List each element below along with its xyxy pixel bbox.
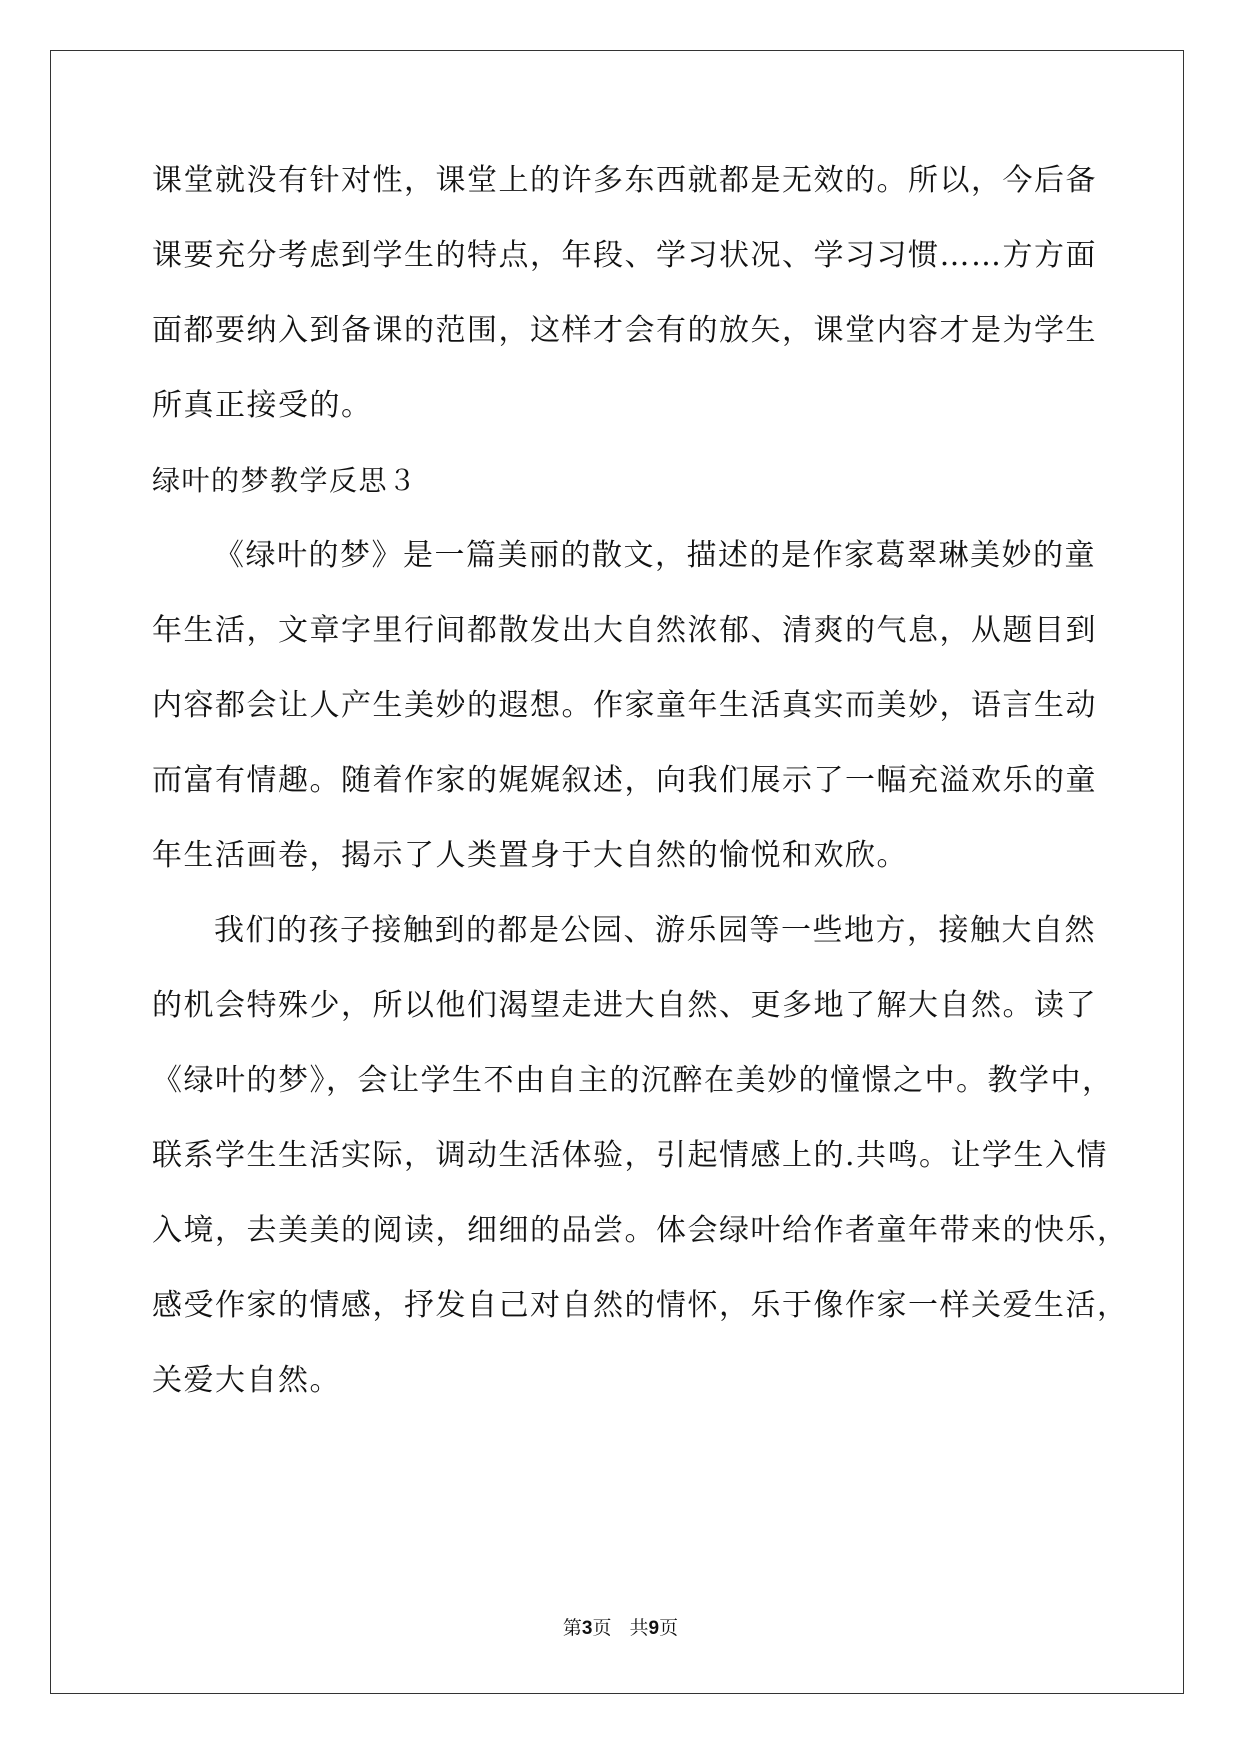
paragraph-1-line: 而富有情趣。随着作家的娓娓叙述，向我们展示了一幅充溢欢乐的童 — [152, 763, 1097, 798]
section-heading: 绿叶的梦教学反思３ — [152, 464, 418, 497]
total-prefix: 共 — [629, 1617, 649, 1639]
page-suffix: 页 — [592, 1617, 612, 1639]
page-current: 3 — [581, 1618, 593, 1639]
paragraph-1-line: 年生活，文章字里行间都散发出大自然浓郁、清爽的气息，从题目到 — [152, 613, 1097, 648]
total-suffix: 页 — [659, 1617, 679, 1639]
body-line: 所真正接受的。 — [152, 388, 373, 423]
page-prefix: 第 — [562, 1617, 582, 1639]
page-footer — [0, 1616, 1241, 1641]
body-line: 课堂就没有针对性，课堂上的许多东西就都是无效的。所以，今后备 — [152, 163, 1097, 198]
paragraph-2-line: 感受作家的情感，抒发自己对自然的情怀，乐于像作家一样关爱生活， — [152, 1288, 1129, 1323]
body-line: 课要充分考虑到学生的特点，年段、学习状况、学习习惯……方方面 — [152, 238, 1097, 273]
paragraph-2-line: 入境，去美美的阅读，细细的品尝。体会绿叶给作者童年带来的快乐， — [152, 1213, 1129, 1248]
paragraph-1-line: 《绿叶的梦》是一篇美丽的散文，描述的是作家葛翠琳美妙的童 — [214, 538, 1096, 573]
paragraph-2-line: 我们的孩子接触到的都是公园、游乐园等一些地方，接触大自然 — [214, 913, 1096, 948]
paragraph-2-line: 联系学生生活实际，调动生活体验，引起情感上的.共鸣。让学生入情 — [152, 1138, 1109, 1173]
page-total: 9 — [648, 1618, 660, 1639]
paragraph-2-line: 《绿叶的梦》，会让学生不由自主的沉醉在美妙的憧憬之中。教学中， — [152, 1063, 1114, 1098]
body-line: 面都要纳入到备课的范围，这样才会有的放矢，课堂内容才是为学生 — [152, 313, 1097, 348]
paragraph-2-line: 的机会特殊少，所以他们渴望走进大自然、更多地了解大自然。读了 — [152, 988, 1097, 1023]
paragraph-1-line: 年生活画卷，揭示了人类置身于大自然的愉悦和欢欣。 — [152, 838, 908, 873]
paragraph-1-line: 内容都会让人产生美妙的遐想。作家童年生活真实而美妙，语言生动 — [152, 688, 1097, 723]
paragraph-2-line: 关爱大自然。 — [152, 1363, 341, 1398]
document-body — [152, 156, 1129, 1431]
